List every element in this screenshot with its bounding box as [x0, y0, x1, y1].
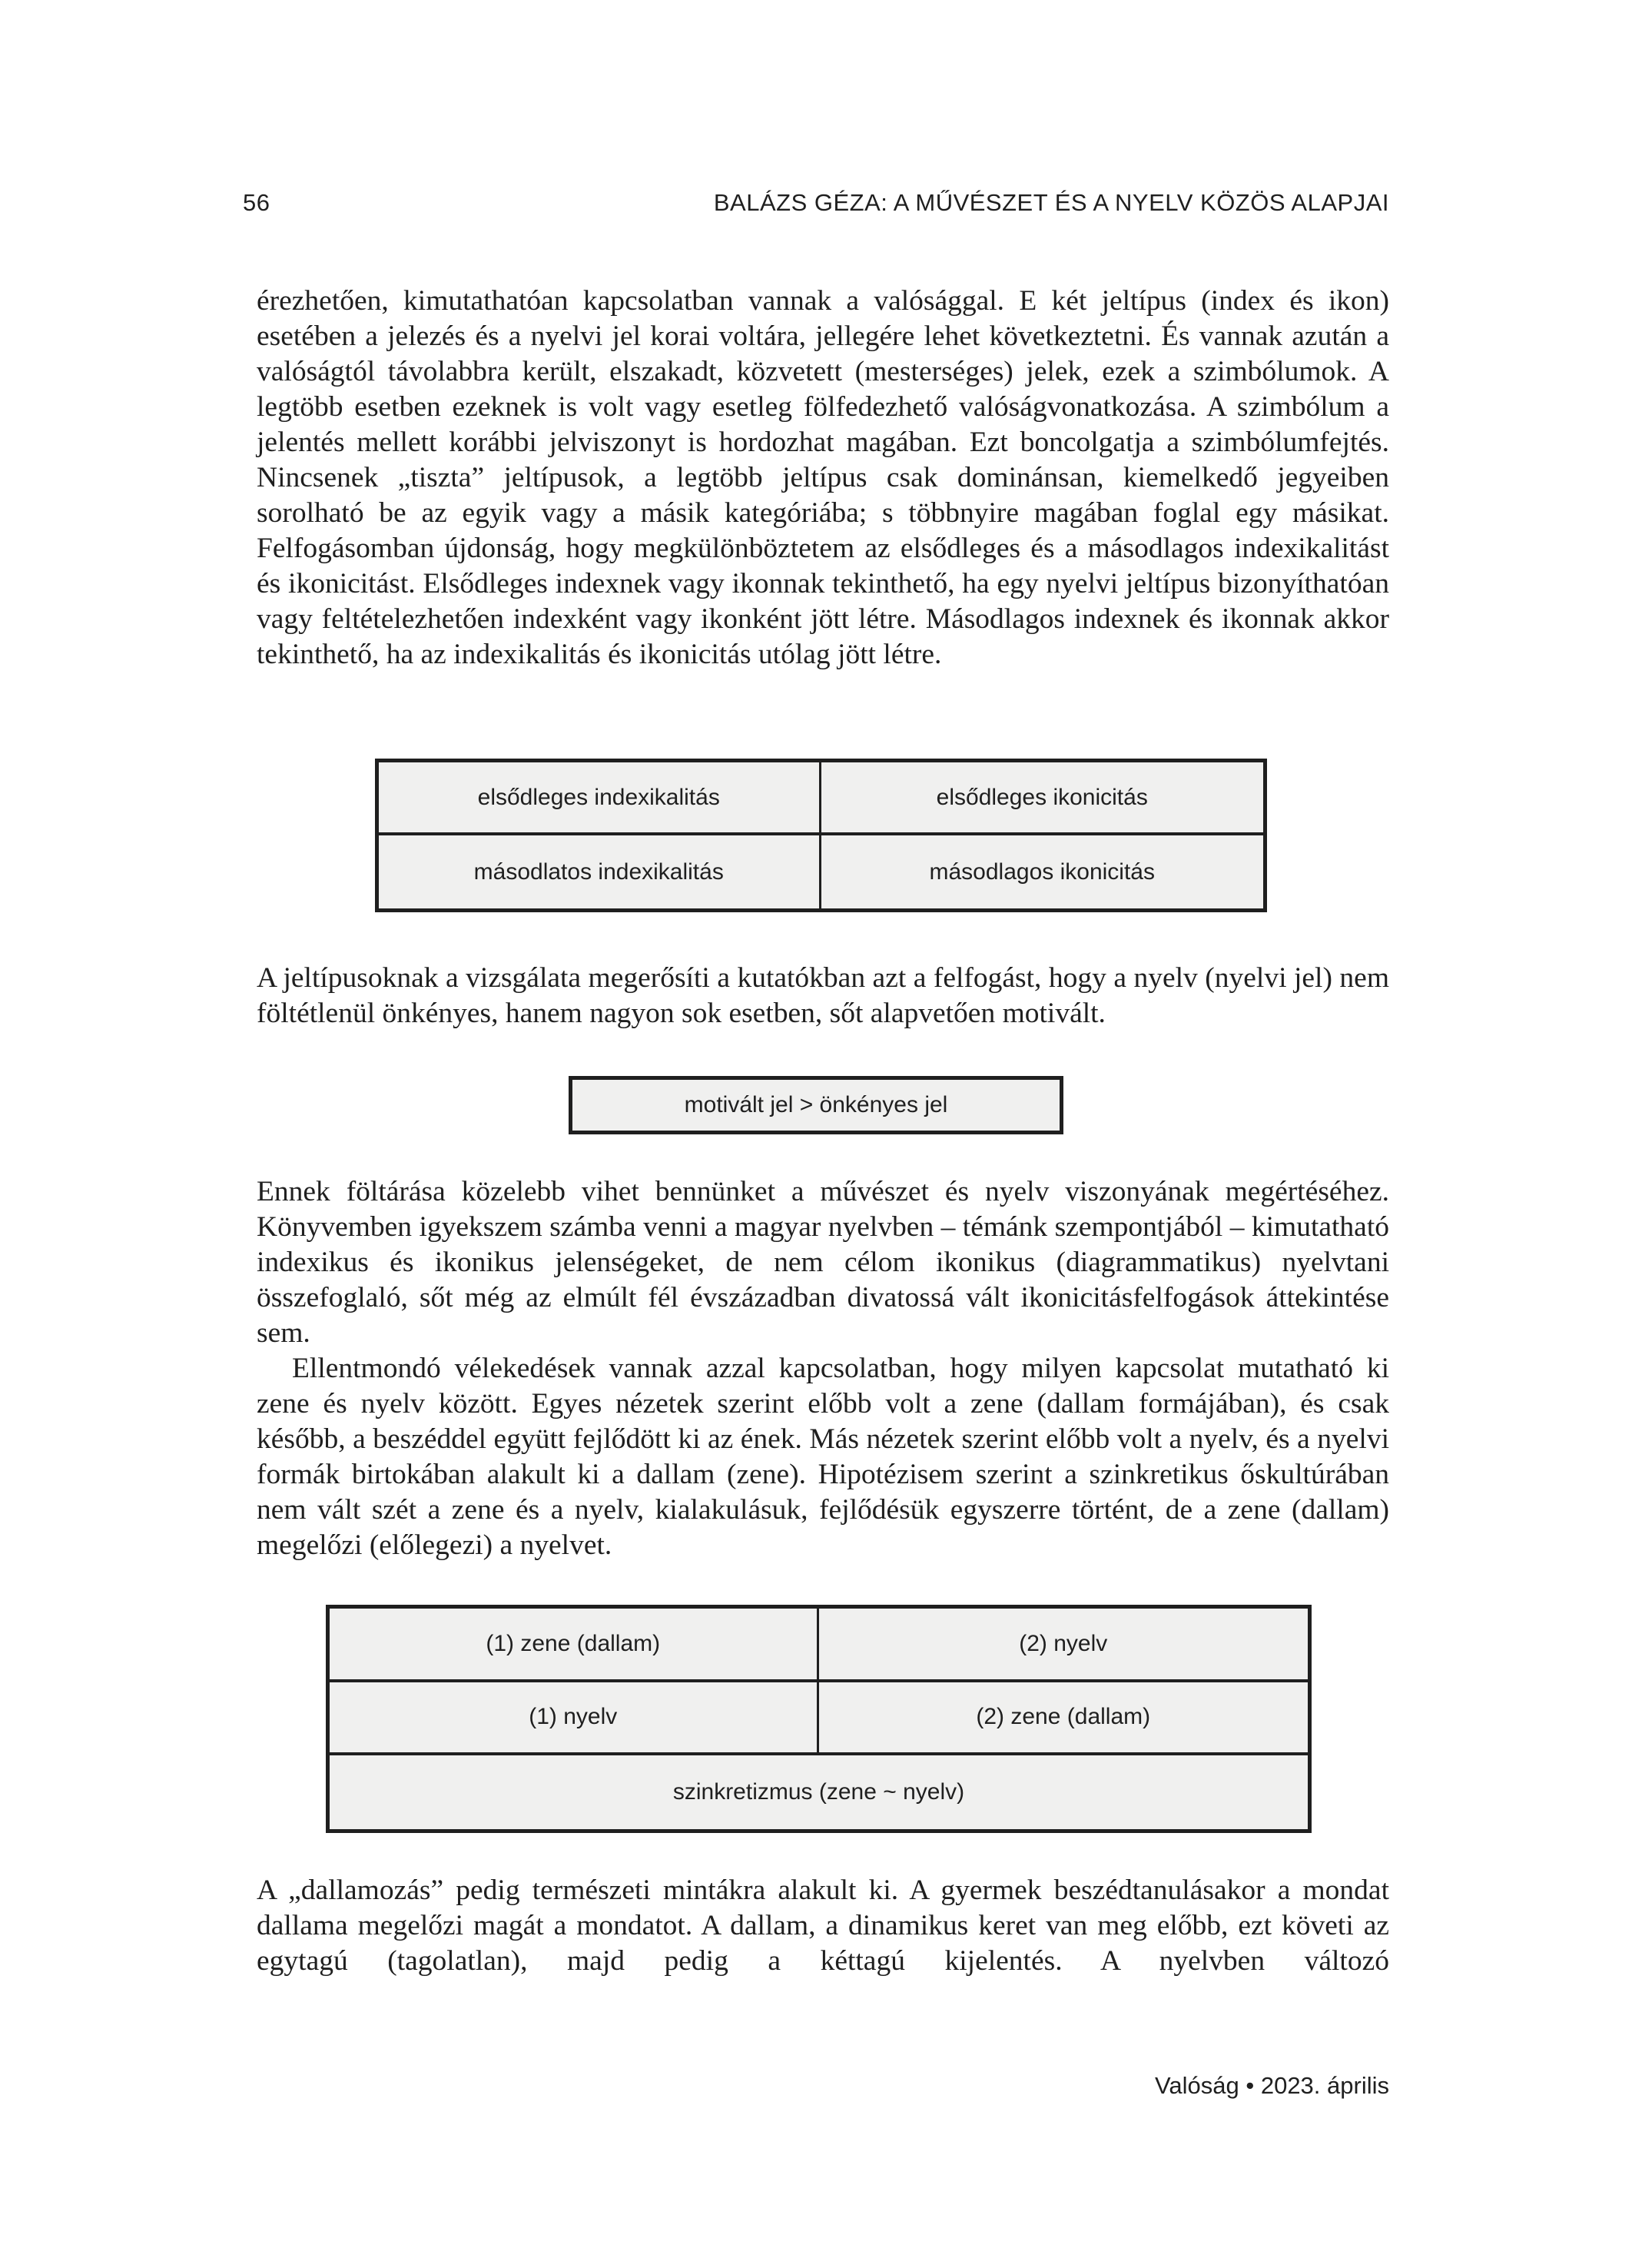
- indexicality-iconicity-table: [375, 759, 1267, 912]
- table-cell: (1) zene (dallam): [330, 1609, 819, 1682]
- table-cell: másodlagos ikonicitás: [929, 858, 1155, 885]
- page-footer: Valóság • 2023. április: [1155, 2072, 1389, 2099]
- table-cell-syncretism: szinkretizmus (zene ~ nyelv): [672, 1779, 965, 1805]
- table-cell: (2) zene (dallam): [819, 1682, 1309, 1756]
- paragraph-sign-types: érezhetően, kimutathatóan kapcsolatban vannak a valósággal. E két jeltípus (index és ikon) esetében a jelezés és a nyelvi jel korai voltára, jellegére lehet következtetni. És vannak azután a valóságtól távolabbra került, elszakadt, közvetett (mesterséges) jelek, ezek a szimbólumok. A legtöbb esetben ezeknek is volt vagy esetleg fölfedezhető valóságvonatkozása. A szimbólum a jelentés mellett korábbi jelviszonyt is hordozhat magában. Ezt boncolgatja a szimbólumfejtés. Nincsenek „tiszta” jeltípusok, a legtöbb jeltípus csak dominánsan, kiemelkedő jegyeiben sorolható be az egyik vagy a másik kategóriába; s többnyire magában foglal egy másikat. Felfogásomban újdonság, hogy megkülönböztetem az elsődleges és a másodlagos indexikalitást és ikonicitást. Elsődleges indexnek vagy ikonnak tekinthető, ha egy nyelvi jeltípus bizonyíthatóan vagy feltételezhetően indexként vagy ikonként jött létre. Másodlagos indexnek és ikonnak akkor tekinthető, ha az indexikalitás és ikonicitás utólag jött létre.: [257, 285, 1389, 670]
- table-cell: elsődleges indexikalitás: [379, 762, 821, 835]
- table-cell: elsődleges ikonicitás: [821, 762, 1264, 835]
- table-cell: (1) nyelv: [330, 1682, 819, 1756]
- running-title: BALÁZS GÉZA: A MŰVÉSZET ÉS A NYELV KÖZÖS ALAPJAI: [713, 189, 1389, 216]
- motivated-arbitrary-box: [569, 1076, 1063, 1134]
- running-header: [243, 183, 1389, 221]
- paragraph-music-language: Ellentmondó vélekedések vannak azzal kapcsolatban, hogy milyen kapcsolat mutatható ki zene és nyelv között. Egyes nézetek szerint előbb volt a zene (dallam formájában), és csak később, a beszéddel együtt fejlődött ki az ének. Más nézetek szerint előbb volt a nyelv, és a nyelvi formák birtokában alakult ki a dallam (zene). Hipotézisem szerint a szinkretikus őskultúrában nem vált szét a zene és a nyelv, kialakulásuk, fejlődésük egyszerre történt, de a zene (dallam) megelőzi (előlegezi) a nyelvet.: [257, 1353, 1389, 1561]
- page-number: 56: [243, 189, 270, 216]
- music-language-table: [326, 1605, 1312, 1833]
- paragraph-book-scope: Ennek föltárása közelebb vihet bennünket a művészet és nyelv viszonyának megértéséhez. Könyvemben igyekszem számba venni a magyar nyelvben – témánk szempontjából – kimutatható indexikus és ikonikus jelenségeket, de nem célom ikonikus (diagrammatikus) nyelvtani összefoglaló, sőt még az elmúlt fél évszázadban divatossá vált ikonicitásfelfogások áttekintése sem.: [257, 1176, 1389, 1349]
- table-cell: másodlatos indexikalitás: [379, 835, 821, 908]
- box-text: motivált jel > önkényes jel: [684, 1092, 948, 1117]
- table-cell: (2) nyelv: [819, 1609, 1309, 1682]
- paragraph-melody: A „dallamozás” pedig természeti mintákra alakult ki. A gyermek beszédtanulásakor a mondat dallama megelőzi magát a mondatot. A dallam, a dinamikus keret van meg előbb, ezt követi az egytagú (tagolatlan), majd pedig a kéttagú kijelentés. A nyelvben változó: [257, 1875, 1389, 1977]
- paragraph-motivation: A jeltípusoknak a vizsgálata megerősíti a kutatókban azt a felfogást, hogy a nyelv (nyelvi jel) nem föltétlenül önkényes, hanem nagyon sok esetben, sőt alapvetően motivált.: [257, 962, 1389, 1029]
